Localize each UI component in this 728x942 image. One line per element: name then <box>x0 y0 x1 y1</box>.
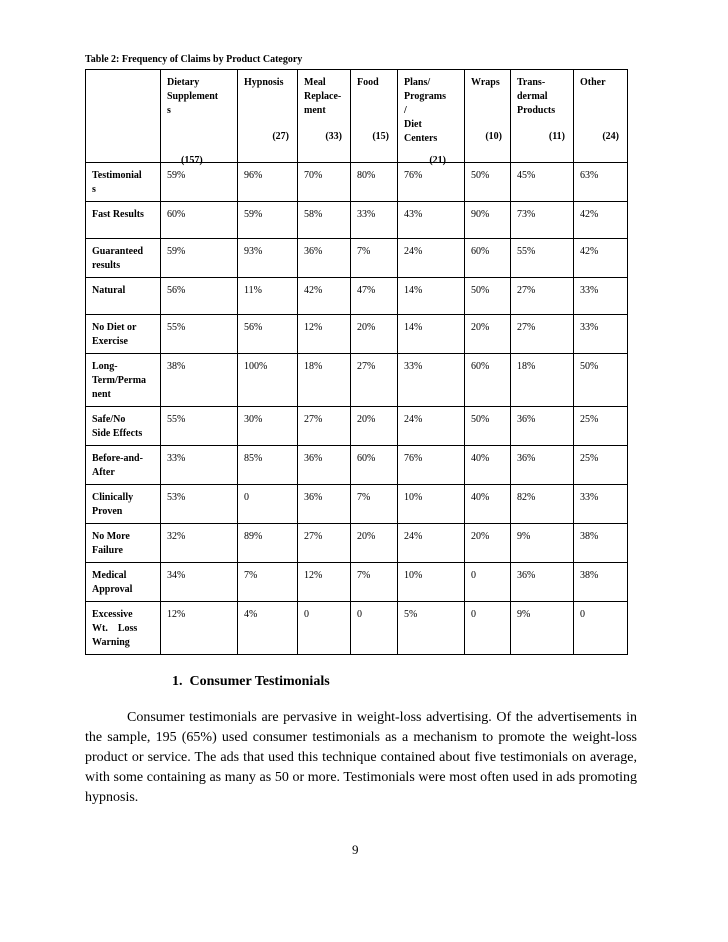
table-cell: 36% <box>298 446 351 485</box>
table-cell: 63% <box>574 163 628 202</box>
table-cell: 73% <box>511 202 574 239</box>
column-header-name: Wraps <box>471 77 500 88</box>
table-cell: 5% <box>398 602 465 655</box>
table-row <box>86 163 628 202</box>
table-cell: 14% <box>398 315 465 354</box>
table-cell: 53% <box>161 485 238 524</box>
table-cell: 20% <box>351 407 398 446</box>
table-cell: 0 <box>298 602 351 655</box>
column-header-count: (27) <box>272 131 289 142</box>
table-cell: 0 <box>238 485 298 524</box>
table-cell: 50% <box>465 407 511 446</box>
column-header <box>398 70 465 166</box>
row-label: Fast Results <box>86 202 161 239</box>
column-header <box>574 70 628 163</box>
column-header-name: Other <box>580 77 606 88</box>
table-cell: 59% <box>238 202 298 239</box>
row-label: Before-and- After <box>86 446 161 485</box>
table-cell: 33% <box>574 278 628 315</box>
table-cell: 70% <box>298 163 351 202</box>
column-header <box>298 70 351 163</box>
table-row <box>86 239 628 278</box>
table-cell: 76% <box>398 163 465 202</box>
table-cell: 33% <box>161 446 238 485</box>
table-cell: 27% <box>511 278 574 315</box>
row-label: Medical Approval <box>86 563 161 602</box>
row-label: Testimonial s <box>86 163 161 202</box>
table-cell: 56% <box>161 278 238 315</box>
table-row <box>86 407 628 446</box>
table-row <box>86 446 628 485</box>
table-cell: 36% <box>511 563 574 602</box>
table-header-row <box>86 70 628 163</box>
table-cell: 89% <box>238 524 298 563</box>
column-header <box>511 70 574 163</box>
table-cell: 7% <box>351 239 398 278</box>
table-cell: 12% <box>298 315 351 354</box>
table-cell: 42% <box>574 202 628 239</box>
table-cell: 45% <box>511 163 574 202</box>
table-cell: 40% <box>465 485 511 524</box>
table-cell: 10% <box>398 563 465 602</box>
column-header-count: (157) <box>181 155 203 166</box>
table-cell: 12% <box>298 563 351 602</box>
column-header <box>465 70 511 163</box>
section-heading: 1. Consumer Testimonials <box>172 674 330 689</box>
table-cell: 9% <box>511 602 574 655</box>
table-cell: 47% <box>351 278 398 315</box>
row-label: No Diet or Exercise <box>86 315 161 354</box>
table-cell: 90% <box>465 202 511 239</box>
column-header-count: (11) <box>548 131 565 142</box>
table-cell: 0 <box>465 563 511 602</box>
table-cell: 36% <box>511 446 574 485</box>
column-header-count: (24) <box>602 131 619 142</box>
header-corner-cell <box>86 70 161 163</box>
table-cell: 4% <box>238 602 298 655</box>
table-cell: 42% <box>574 239 628 278</box>
table-caption: Table 2: Frequency of Claims by Product Category <box>85 54 303 65</box>
table-cell: 82% <box>511 485 574 524</box>
table-cell: 38% <box>161 354 238 407</box>
table-cell: 38% <box>574 563 628 602</box>
table-cell: 14% <box>398 278 465 315</box>
section-title: Consumer Testimonials <box>189 674 330 689</box>
table-cell: 60% <box>465 239 511 278</box>
column-header-count: (10) <box>485 131 502 142</box>
table-cell: 10% <box>398 485 465 524</box>
column-header <box>161 70 238 166</box>
table-cell: 76% <box>398 446 465 485</box>
table-cell: 85% <box>238 446 298 485</box>
table-cell: 27% <box>351 354 398 407</box>
table-cell: 27% <box>511 315 574 354</box>
body-paragraph: Consumer testimonials are pervasive in weight-loss advertising. Of the advertisements in the sample, 195 (65%) used consumer testimonials as a mechanism to promote the weight-loss product or service. The ads that used this technique contained about five testimonials on average, with some containing as many as 50 or more. Testimonials were most often used in ads promoting hypnosis. <box>85 710 637 805</box>
table-cell: 60% <box>351 446 398 485</box>
table-cell: 50% <box>465 278 511 315</box>
table-cell: 24% <box>398 239 465 278</box>
table-cell: 18% <box>298 354 351 407</box>
table-cell: 59% <box>161 239 238 278</box>
table-row <box>86 524 628 563</box>
section-number: 1 <box>172 674 179 689</box>
table-cell: 36% <box>511 407 574 446</box>
table-cell: 20% <box>351 524 398 563</box>
table-row <box>86 354 628 407</box>
table-cell: 50% <box>465 163 511 202</box>
table-cell: 7% <box>351 485 398 524</box>
column-header-name: Plans/ Programs / Diet Centers <box>404 77 447 144</box>
table-cell: 55% <box>161 315 238 354</box>
table-cell: 58% <box>298 202 351 239</box>
table-cell: 80% <box>351 163 398 202</box>
column-header-count: (21) <box>429 155 446 166</box>
row-label: Clinically Proven <box>86 485 161 524</box>
table-row <box>86 315 628 354</box>
table-cell: 20% <box>351 315 398 354</box>
table-cell: 96% <box>238 163 298 202</box>
table-cell: 55% <box>161 407 238 446</box>
table-cell: 25% <box>574 407 628 446</box>
table-cell: 0 <box>465 602 511 655</box>
table-cell: 55% <box>511 239 574 278</box>
column-header-name: Trans- dermal Products <box>517 77 556 116</box>
table-cell: 36% <box>298 485 351 524</box>
page-number: 9 <box>352 842 359 857</box>
column-header <box>238 70 298 163</box>
table-cell: 7% <box>238 563 298 602</box>
table-cell: 25% <box>574 446 628 485</box>
column-header-count: (15) <box>372 131 389 142</box>
row-label: Natural <box>86 278 161 315</box>
table-cell: 40% <box>465 446 511 485</box>
table-cell: 50% <box>574 354 628 407</box>
table-row <box>86 602 628 655</box>
table-cell: 0 <box>351 602 398 655</box>
table-cell: 27% <box>298 407 351 446</box>
claims-frequency-table <box>85 69 628 655</box>
table-cell: 20% <box>465 315 511 354</box>
table-cell: 12% <box>161 602 238 655</box>
table-row <box>86 202 628 239</box>
row-label: Safe/No Side Effects <box>86 407 161 446</box>
table-cell: 33% <box>574 315 628 354</box>
table-cell: 9% <box>511 524 574 563</box>
table-cell: 56% <box>238 315 298 354</box>
column-header-name: Food <box>357 77 379 88</box>
table-cell: 43% <box>398 202 465 239</box>
table-cell: 7% <box>351 563 398 602</box>
table-cell: 59% <box>161 163 238 202</box>
table-cell: 36% <box>298 239 351 278</box>
row-label: No More Failure <box>86 524 161 563</box>
table-cell: 93% <box>238 239 298 278</box>
column-header <box>351 70 398 163</box>
table-cell: 24% <box>398 524 465 563</box>
table-cell: 33% <box>351 202 398 239</box>
table-cell: 24% <box>398 407 465 446</box>
table-cell: 100% <box>238 354 298 407</box>
table-row <box>86 278 628 315</box>
table-cell: 33% <box>574 485 628 524</box>
table-cell: 33% <box>398 354 465 407</box>
table-cell: 18% <box>511 354 574 407</box>
table-row <box>86 485 628 524</box>
table-cell: 34% <box>161 563 238 602</box>
column-header-name: Meal Replace- ment <box>304 77 342 116</box>
table-cell: 27% <box>298 524 351 563</box>
row-label: Excessive Wt. Loss Warning <box>86 602 161 655</box>
column-header-name: Dietary Supplement s <box>167 77 219 116</box>
table-cell: 60% <box>161 202 238 239</box>
row-label: Guaranteed results <box>86 239 161 278</box>
table-cell: 42% <box>298 278 351 315</box>
column-header-count: (33) <box>325 131 342 142</box>
column-header-name: Hypnosis <box>244 77 284 88</box>
table-cell: 20% <box>465 524 511 563</box>
table-cell: 11% <box>238 278 298 315</box>
table-cell: 0 <box>574 602 628 655</box>
table-cell: 32% <box>161 524 238 563</box>
table-cell: 60% <box>465 354 511 407</box>
row-label: Long- Term/Perma nent <box>86 354 161 407</box>
table-cell: 38% <box>574 524 628 563</box>
table-cell: 30% <box>238 407 298 446</box>
table-row <box>86 563 628 602</box>
